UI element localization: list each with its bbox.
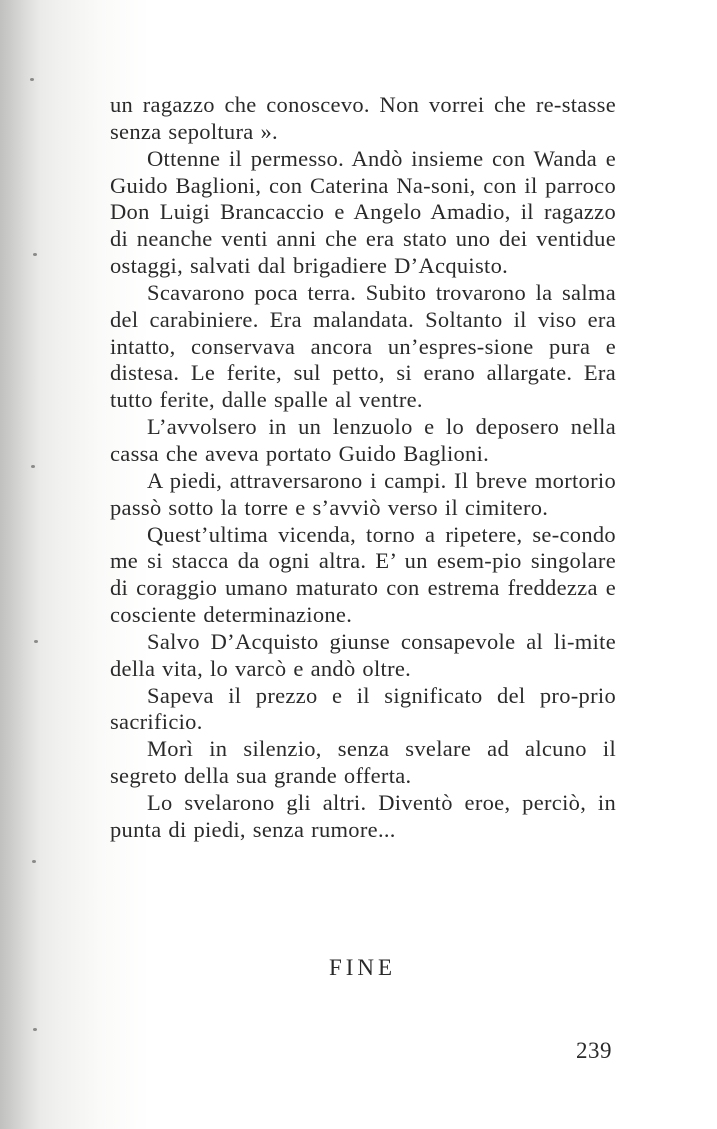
paragraph: L’avvolsero in un lenzuolo e lo deposero nella cassa che aveva portato Guido Baglioni. xyxy=(110,414,616,466)
paragraph: Scavarono poca terra. Subito trovarono la salma del carabiniere. Era malandata. Soltanto il viso era intatto, conservava ancora un’espres-sione pura e distesa. Le ferite, sul petto, si erano allargate. Era tutto ferite, dalle spalle al ventre. xyxy=(110,279,616,413)
margin-speck xyxy=(33,1028,37,1031)
paragraph: Sapeva il prezzo e il significato del pro-prio sacrificio. xyxy=(110,682,616,735)
paragraph: Morì in silenzio, senza svelare ad alcuno il segreto della sua grande offerta. xyxy=(110,736,616,789)
body-text xyxy=(110,92,616,844)
paragraph: Salvo D’Acquisto giunse consapevole al li-mite della vita, lo varcò e andò oltre. xyxy=(110,628,616,681)
margin-speck xyxy=(30,78,34,81)
paragraph: Quest’ultima vicenda, torno a ripetere, se-condo me si stacca da ogni altra. E’ un esem-pio singolare di coraggio umano maturato con estrema freddezza e cosciente determinazione. xyxy=(110,521,616,628)
end-title: FINE xyxy=(328,955,397,980)
margin-speck xyxy=(33,253,37,256)
paragraph: un ragazzo che conoscevo. Non vorrei che re-stasse senza sepoltura ». xyxy=(110,92,616,144)
paragraph: Lo svelarono gli altri. Diventò eroe, perciò, in punta di piedi, senza rumore... xyxy=(110,789,616,842)
margin-speck xyxy=(34,640,38,643)
paragraph: Ottenne il permesso. Andò insieme con Wanda e Guido Baglioni, con Caterina Na-soni, con il parroco Don Luigi Brancaccio e Angelo Amadio, il ragazzo di neanche venti anni che era stato uno dei ventidue ostaggi, salvati dal brigadiere D’Acquisto. xyxy=(110,145,616,279)
page-number: 239 xyxy=(576,1038,612,1063)
margin-speck xyxy=(31,465,35,468)
margin-speck xyxy=(32,860,36,863)
paragraph: A piedi, attraversarono i campi. Il breve mortorio passò sotto la torre e s’avviò verso il cimitero. xyxy=(110,467,616,520)
